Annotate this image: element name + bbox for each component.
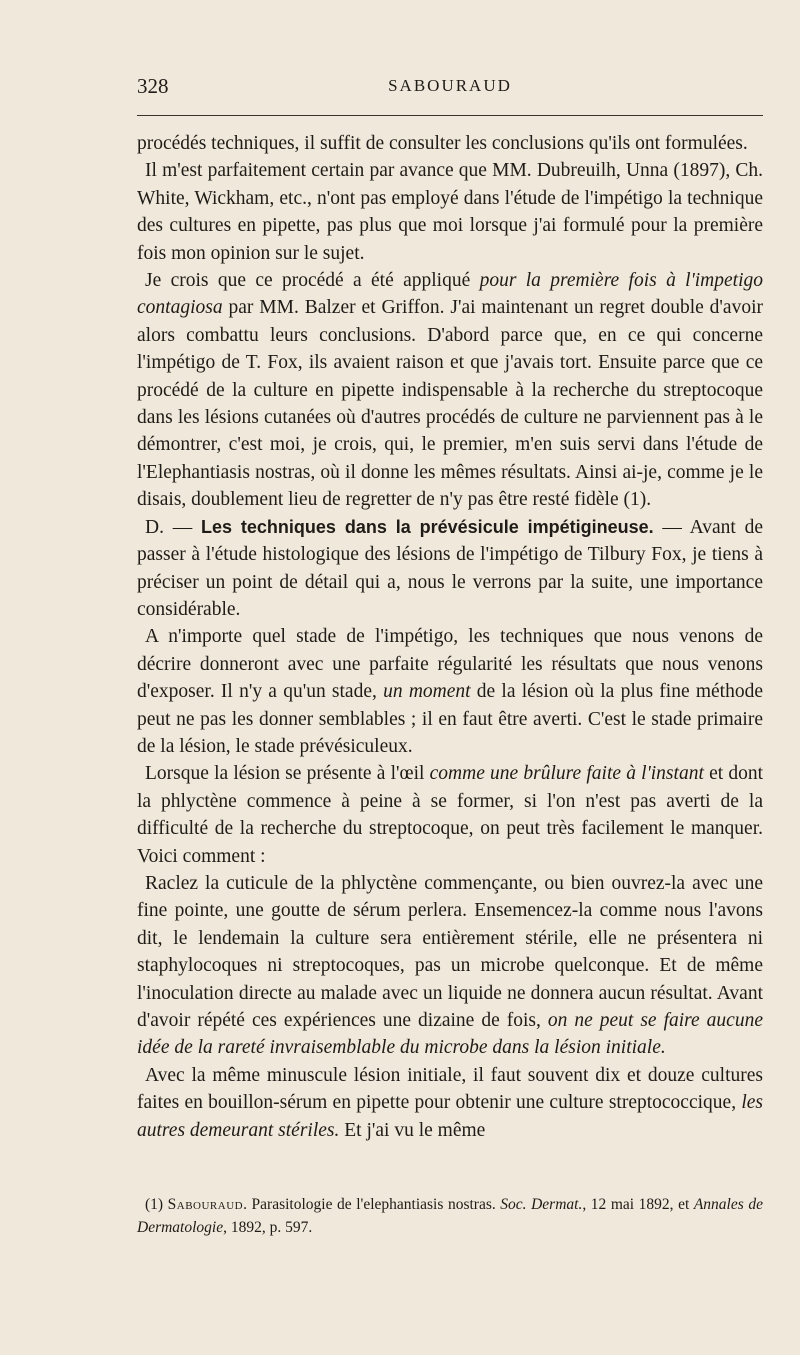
paragraph bbox=[137, 1062, 763, 1144]
paragraph-text: Et j'ai vu le même bbox=[339, 1119, 486, 1141]
paragraph-text: Il m'est parfaitement certain par avance que MM. Dubreuilh, Unna (1897), Ch. White, Wickham, etc., n'ont pas employé dans l'étude de l'impétigo la technique des cultures en pipette, pas plus que moi lorsque j'ai formulé pour la première fois mon opinion sur le sujet. bbox=[137, 160, 763, 264]
italic-phrase: les autres demeurant stériles. bbox=[137, 1092, 763, 1141]
footnote-text: , 12 mai 1892, et bbox=[582, 1196, 694, 1213]
paragraph bbox=[137, 267, 763, 514]
footnote-journal: Annales de Dermatologie bbox=[137, 1196, 763, 1236]
paragraph-text: Lorsque la lésion se présente à l'œil bbox=[145, 763, 430, 785]
footnote-author: Sabouraud bbox=[167, 1196, 244, 1213]
paragraph-text: Je crois que ce procédé a été appliqué bbox=[145, 270, 480, 292]
running-title: SABOURAUD bbox=[388, 76, 512, 95]
paragraph-text: de la lésion où la plus fine méthode peut ne pas les donner semblables ; il en faut être averti. C'est le stade primaire de la lésion, le stade prévésiculeux. bbox=[137, 681, 763, 757]
italic-phrase: comme une brûlure faite à l'instant bbox=[429, 763, 704, 785]
paragraph bbox=[137, 760, 763, 870]
running-head bbox=[137, 74, 763, 104]
footnote-marker: (1) bbox=[145, 1196, 168, 1213]
paragraph bbox=[137, 157, 763, 267]
paragraph-text: procédés techniques, il suffit de consulter les conclusions qu'ils ont formulées. bbox=[137, 133, 748, 154]
footnote bbox=[137, 1193, 763, 1239]
italic-phrase: on ne peut se faire aucune idée de la rareté invraisemblable du microbe dans la lésion initiale. bbox=[137, 1010, 763, 1059]
footnote-text: , 1892, p. 597. bbox=[223, 1219, 313, 1236]
main-text bbox=[137, 130, 763, 1144]
paragraph-text: et dont la phlyctène commence à peine à se former, si l'on n'est pas averti de la difficulté de la recherche du streptocoque, on peut très facilement le manquer. Voici comment : bbox=[137, 763, 764, 867]
paragraph-text: Raclez la cuticule de la phlyctène commençante, ou bien ouvrez-la avec une fine pointe, une goutte de sérum perlera. Ensemencez-la comme nous l'avons dit, le lendemain la culture sera entièrement stérile, elle ne présentera ni staphylocoques ni streptocoques, pas un microbe quelconque. Et de même l'inoculation directe au malade avec un liquide ne donnera aucun résultat. Avant d'avoir répété ces expériences une dizaine de fois, bbox=[137, 872, 763, 1031]
paragraph-text: par MM. Balzer et Griffon. J'ai maintenant un regret double d'avoir alors combattu leurs conclusions. D'abord parce que, en ce qui concerne l'impétigo de T. Fox, ils avaient raison et que j'avais tort. Ensuite parce que ce procédé de la culture en pipette indispensable à la recherche du streptocoque dans les lésions cutanées où d'autres procédés de culture ne parviennent pas à le démontrer, c'est moi, je crois, qui, le premier, m'en suis servi dans l'étude de l'Elephantiasis nostras, où il donne les mêmes résultats. Ainsi ai-je, comme je le disais, doublement lieu de regretter de n'y pas être resté fidèle (1). bbox=[137, 297, 763, 511]
footnotes bbox=[137, 1193, 763, 1239]
paragraph-continuation bbox=[137, 130, 763, 157]
paragraph-text: — Avant de passer à l'étude histologique des lésions de l'impétigo de Tilbury Fox, je tiens à préciser un point de détail qui a, nous le verrons par la suite, une importance considérable. bbox=[137, 516, 763, 620]
italic-phrase: pour la première fois à l'impetigo contagiosa bbox=[137, 270, 763, 319]
page-number: 328 bbox=[137, 74, 169, 98]
italic-phrase: un moment bbox=[383, 681, 471, 703]
section-heading: Les techniques dans la prévésicule impétigineuse. bbox=[201, 516, 654, 537]
paragraph bbox=[137, 623, 763, 760]
paragraph-text: Avec la même minuscule lésion initiale, il faut souvent dix et douze cultures faites en bouillon-sérum en pipette pour obtenir une culture streptococcique, bbox=[137, 1064, 763, 1114]
section-label: D. — bbox=[145, 516, 201, 538]
paragraph bbox=[137, 870, 763, 1062]
header-rule bbox=[137, 115, 763, 116]
paragraph-text: A n'importe quel stade de l'impétigo, les techniques que nous venons de décrire donneront avec une parfaite régularité les résultats que nous venons d'exposer. Il n'y a qu'un stade, bbox=[137, 626, 763, 703]
footnote-text: . Parasitologie de l'elephantiasis nostras. bbox=[243, 1196, 501, 1213]
footnote-journal: Soc. Dermat. bbox=[500, 1196, 583, 1213]
section-paragraph bbox=[137, 514, 763, 624]
